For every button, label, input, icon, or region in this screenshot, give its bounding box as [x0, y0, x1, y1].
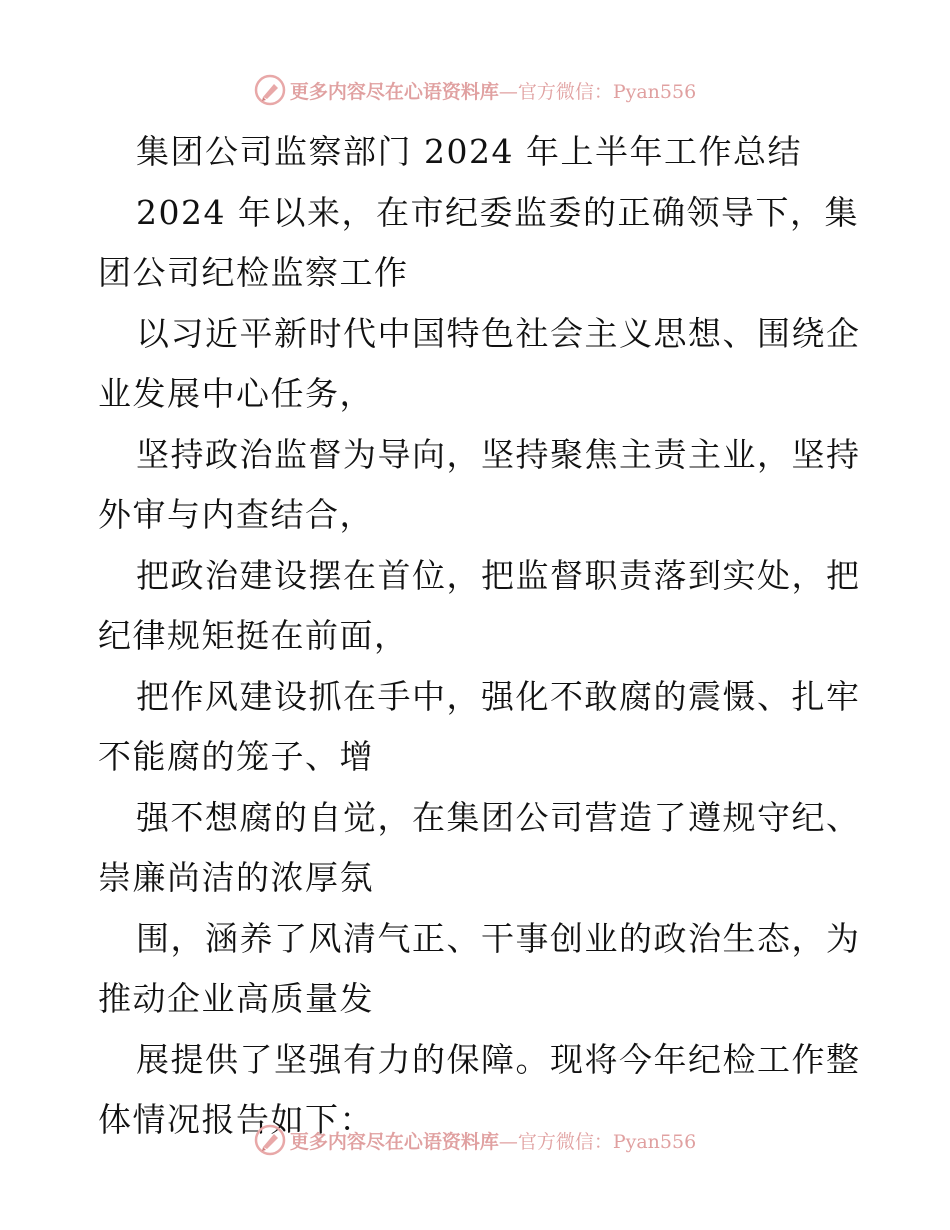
paragraph-line: 团公司纪检监察工作: [98, 253, 409, 292]
paragraph-line: 把政治建设摆在首位，把监督职责落到实处，把: [136, 555, 861, 595]
document-title: 集团公司监察部门 2024 年上半年工作总结: [136, 132, 802, 171]
paragraph-line: 崇廉尚洁的浓厚氛: [98, 858, 374, 897]
paragraph-line: 纪律规矩挺在前面，: [98, 616, 409, 655]
paragraph-line: 以习近平新时代中国特色社会主义思想、围绕企: [136, 313, 861, 353]
paragraph-line: 坚持政治监督为导向，坚持聚焦主责主业，坚持: [136, 434, 861, 474]
paragraph-line: 把作风建设抓在手中，强化不敢腐的震慑、扎牢: [136, 676, 861, 716]
pen-logo-icon: [254, 74, 286, 106]
pen-logo-icon: [254, 1124, 286, 1156]
paragraph-line: 强不想腐的自觉，在集团公司营造了遵规守纪、: [136, 797, 861, 837]
header-watermark: [0, 72, 950, 108]
paragraph-line: 外审与内查结合，: [98, 495, 374, 534]
paragraph-line: 体情况报告如下：: [98, 1100, 374, 1139]
paragraph-line: 业发展中心任务，: [98, 374, 374, 413]
paragraph-line: 不能腐的笼子、增: [98, 737, 374, 776]
document-body: [98, 122, 861, 1151]
paragraph-line: 展提供了坚强有力的保障。现将今年纪检工作整: [136, 1039, 861, 1079]
watermark-text: 更多内容尽在心语资料库—官方微信：Pyan556: [289, 1130, 697, 1153]
footer-watermark: [0, 1122, 950, 1158]
paragraph-line: 围，涵养了风清气正、干事创业的政治生态，为: [136, 918, 861, 958]
paragraph-line: 推动企业高质量发: [98, 979, 374, 1018]
paragraph-line: 2024 年以来，在市纪委监委的正确领导下，集: [136, 192, 859, 232]
watermark-text: 更多内容尽在心语资料库—官方微信：Pyan556: [289, 80, 697, 103]
